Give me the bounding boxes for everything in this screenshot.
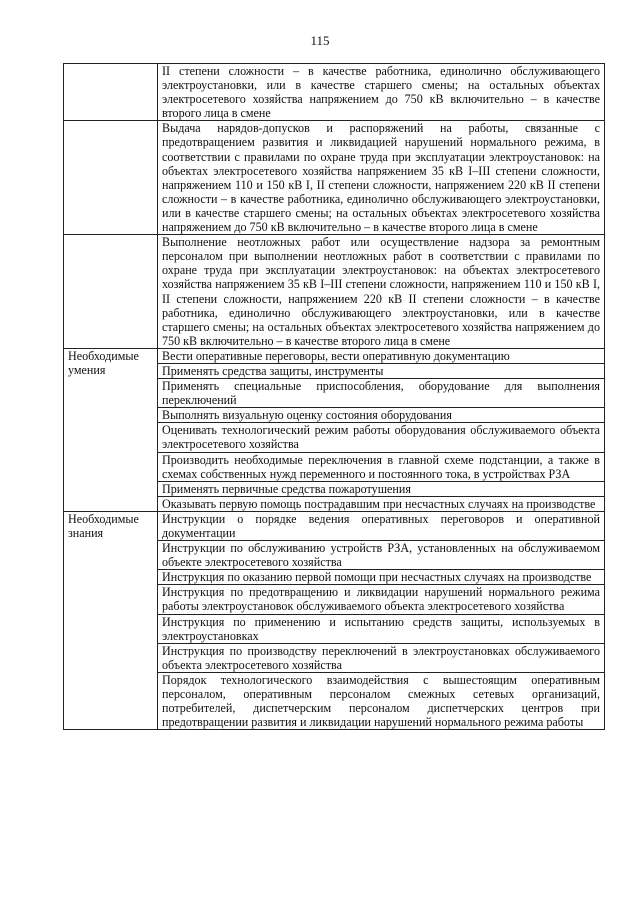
knowledge-item: Инструкция по предотвращению и ликвидации нарушений нормального режима работы электроустановок обслуживаемого объекта электросетевого хозяйства [158, 585, 605, 614]
empty-label-cell [64, 64, 158, 121]
skill-item: Производить необходимые переключения в главной схеме подстанции, а также в схемах собственных нужд переменного и постоянного тока, в устройствах РЗА [158, 452, 605, 481]
page-number: 115 [310, 33, 330, 48]
table-row [64, 235, 605, 349]
skill-item: Применять первичные средства пожаротушения [158, 481, 605, 496]
knowledge-item: Инструкции о порядке ведения оперативных переговоров и оперативной документации [158, 511, 605, 540]
action-text: Выдача нарядов-допусков и распоряжений на работы, связанные с предотвращением развития и ликвидацией нарушений нормального режима, в соответствии с правилами по охране труда при эксплуатации электроустановок: на объектах электросетевого хозяйства напряжением 35 кВ I–III степени сложности, напряжением 110 и 150 кВ I, II степени сложности, напряжением 220 кВ II степени сложности – в качестве работника, единолично обслуживающего электроустановки, или в качестве старшего смены; на остальных объектах электросетевого хозяйства напряжением до 750 кВ включительно – в качестве второго лица в смене [158, 121, 605, 235]
knowledge-item: Порядок технологического взаимодействия с вышестоящим оперативным персоналом, оперативным персоналом смежных сетевых организаций, потребителей, диспетчерским персоналом диспетчерских центров при предотвращении развития и ликвидации нарушений нормального режима работы [158, 672, 605, 729]
table-row [64, 348, 605, 363]
skill-item: Вести оперативные переговоры, вести оперативную документацию [158, 348, 605, 363]
action-text: Выполнение неотложных работ или осуществление надзора за ремонтным персоналом при выполнении неотложных работ в соответствии с правилами по охране труда при эксплуатации электроустановок: на объектах электросетевого хозяйства напряжением 35 кВ I–III степени сложности, напряжением 110 и 150 кВ I, II степени сложности, напряжением 220 кВ II степени сложности – в качестве работника, единолично обслуживающего электроустановки, или в качестве старшего смены; на остальных объектах электросетевого хозяйства напряжением до 750 кВ включительно – в качестве второго лица в смене [158, 235, 605, 349]
skill-item: Оценивать технологический режим работы оборудования обслуживаемого объекта электросетевого хозяйства [158, 423, 605, 452]
skill-item: Оказывать первую помощь пострадавшим при несчастных случаях на производстве [158, 496, 605, 511]
empty-label-cell [64, 235, 158, 349]
table-row [64, 511, 605, 540]
knowledge-item: Инструкция по применению и испытанию средств защиты, используемых в электроустановках [158, 614, 605, 643]
skill-item: Применять специальные приспособления, оборудование для выполнения переключений [158, 379, 605, 408]
empty-label-cell [64, 121, 158, 235]
skill-item: Применять средства защиты, инструменты [158, 363, 605, 378]
skills-label: Необходимые умения [64, 348, 158, 511]
table-row [64, 121, 605, 235]
table-row [64, 64, 605, 121]
knowledge-item: Инструкции по обслуживанию устройств РЗА, установленных на обслуживаемом объекте электросетевого хозяйства [158, 541, 605, 570]
skill-item: Выполнять визуальную оценку состояния оборудования [158, 408, 605, 423]
knowledge-item: Инструкция по производству переключений в электроустановках обслуживаемого объекта электросетевого хозяйства [158, 643, 605, 672]
top-row-text: II степени сложности – в качестве работника, единолично обслуживающего электроустановки, или в качестве старшего смены; на остальных объектах электросетевого хозяйства напряжением до 750 кВ включительно – в качестве второго лица в смене [158, 64, 605, 121]
knowledge-item: Инструкция по оказанию первой помощи при несчастных случаях на производстве [158, 570, 605, 585]
knowledge-label: Необходимые знания [64, 511, 158, 729]
requirements-table [63, 63, 605, 730]
